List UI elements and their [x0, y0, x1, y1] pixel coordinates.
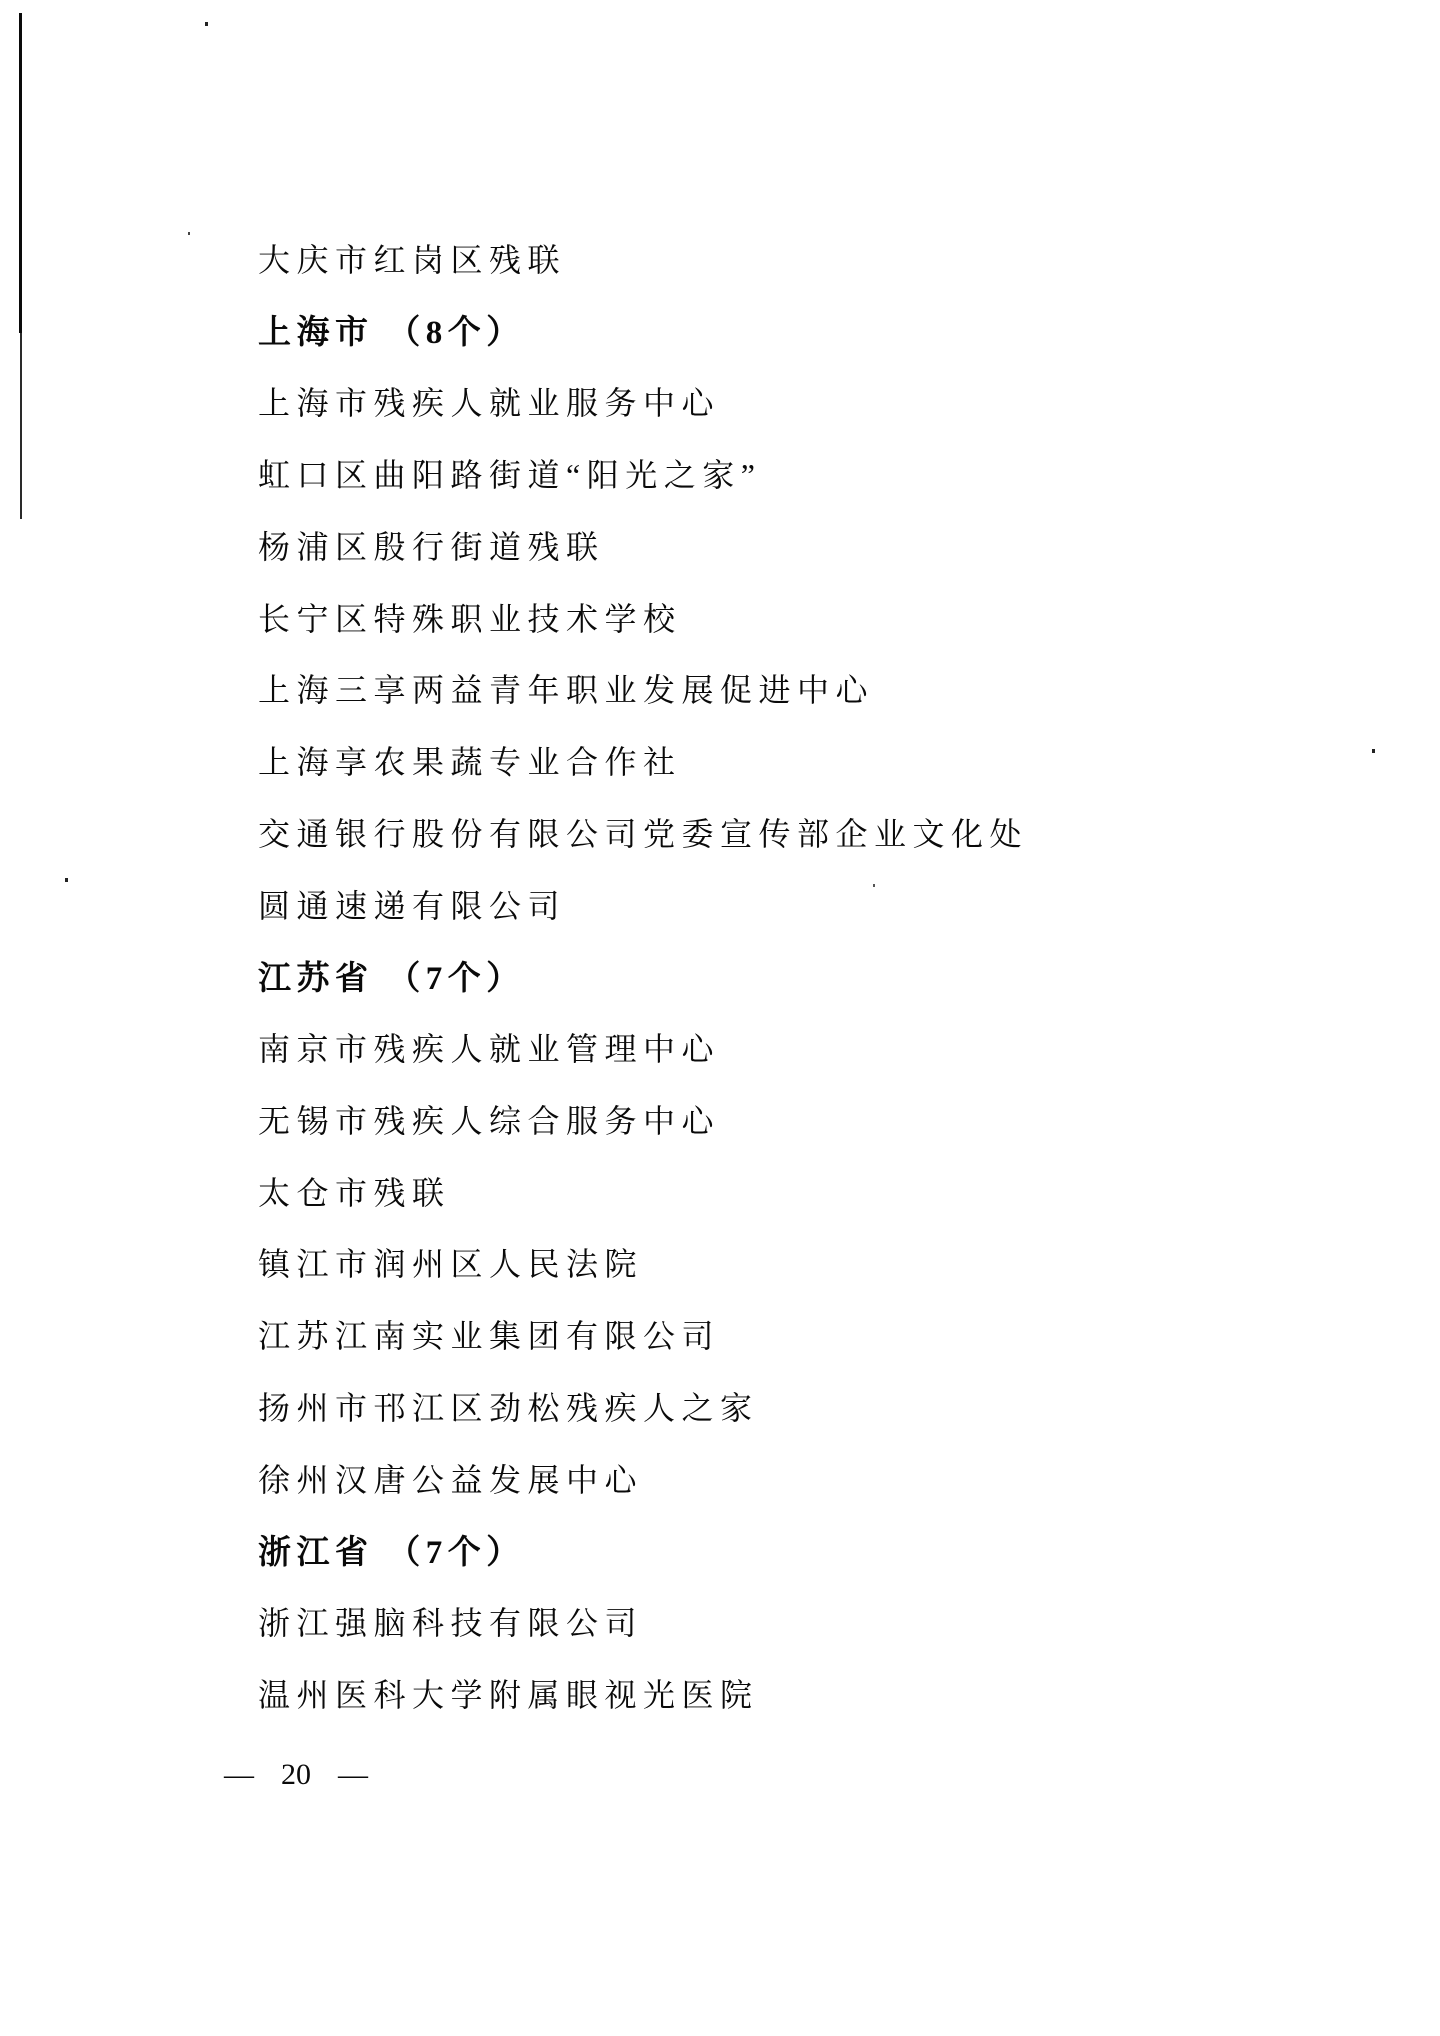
list-item: 圆通速递有限公司 — [258, 887, 567, 924]
list-item: 南京市残疾人就业管理中心 — [258, 1031, 721, 1068]
list-item: 上海享农果蔬专业合作社 — [258, 744, 682, 781]
list-item: 虹口区曲阳路街道“阳光之家” — [258, 457, 762, 494]
list-item: 无锡市残疾人综合服务中心 — [258, 1102, 721, 1139]
list-item: 浙江强脑科技有限公司 — [258, 1605, 644, 1642]
scan-speck — [205, 22, 208, 26]
section-header: 浙江省 （7个） — [258, 1534, 525, 1571]
scan-artifact-vertical-line-thin — [20, 333, 22, 519]
document-lines — [258, 222, 1358, 1729]
scan-speck — [188, 232, 190, 235]
section-header: 上海市 （8个） — [258, 315, 525, 352]
list-item: 扬州市邗江区劲松残疾人之家 — [258, 1389, 759, 1426]
list-item: 温州医科大学附属眼视光医院 — [258, 1676, 759, 1713]
footer-right-dash: — — [338, 1758, 368, 1791]
list-item: 长宁区特殊职业技术学校 — [258, 600, 682, 637]
scan-speck — [1372, 749, 1375, 753]
list-item: 上海三享两益青年职业发展促进中心 — [258, 672, 875, 709]
scan-speck — [65, 878, 68, 882]
list-item: 交通银行股份有限公司党委宣传部企业文化处 — [258, 815, 1029, 852]
list-item: 上海市残疾人就业服务中心 — [258, 385, 721, 422]
page-number: 20 — [281, 1758, 311, 1791]
page-footer — [224, 1760, 368, 1790]
list-item: 太仓市残联 — [258, 1174, 451, 1211]
footer-left-dash: — — [224, 1758, 254, 1791]
scan-artifact-vertical-line-thick — [19, 13, 22, 333]
list-item: 江苏江南实业集团有限公司 — [258, 1318, 721, 1355]
list-item: 杨浦区殷行街道残联 — [258, 528, 605, 565]
section-header: 江苏省 （7个） — [258, 960, 525, 997]
list-item: 徐州汉唐公益发展中心 — [258, 1461, 644, 1498]
list-item: 镇江市润州区人民法院 — [258, 1246, 644, 1283]
list-item: 大庆市红岗区残联 — [258, 241, 567, 278]
